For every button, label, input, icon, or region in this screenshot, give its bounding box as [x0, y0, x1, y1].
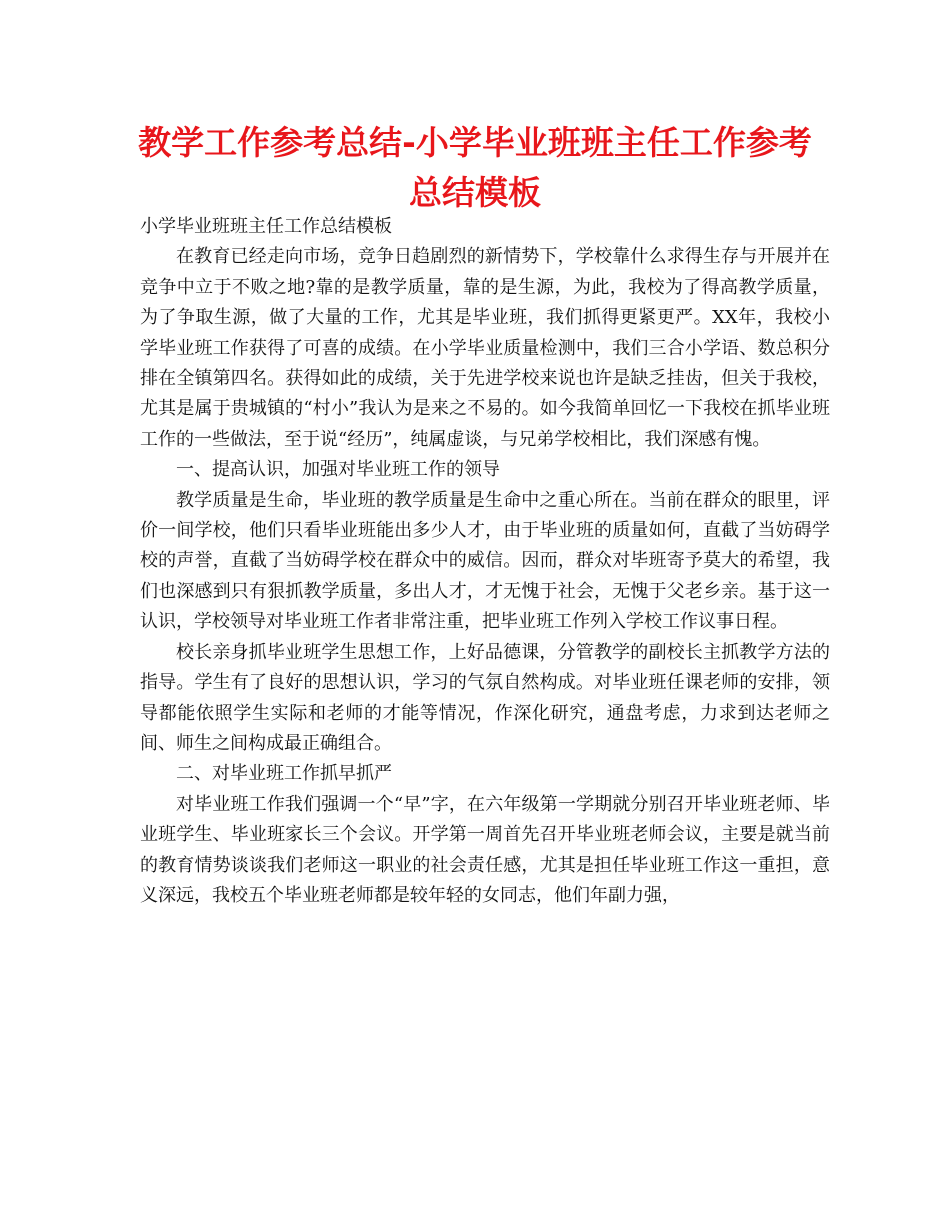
- paragraph: 在教育已经走向市场，竞争日趋剧烈的新情势下，学校靠什么求得生存与开展并在竞争中立于不败之地?靠的是教学质量，靠的是生源，为此，我校为了得高教学质量，为了争取生源，做了大量的工作，尤其是毕业班，我们抓得更紧更严。XX年，我校小学毕业班工作获得了可喜的成绩。在小学毕业质量检测中，我们三合小学语、数总积分排在全镇第四名。获得如此的成绩，关于先进学校来说也许是缺乏挂齿，但关于我校，尤其是属于贵城镇的“村小”我认为是来之不易的。如今我简单回忆一下我校在抓毕业班工作的一些做法，至于说“经历”，纯属虚谈，与兄弟学校相比，我们深感有愧。: [140, 246, 830, 450]
- paragraph: 对毕业班工作我们强调一个“早”字，在六年级第一学期就分别召开毕业班老师、毕业班学生、毕业班家长三个会议。开学第一周首先召开毕业班老师会议，主要是就当前的教育情势谈谈我们老师这一职业的社会责任感，尤其是担任毕业班工作这一重担，意义深远，我校五个毕业班老师都是较年轻的女同志，他们年副力强，: [140, 793, 830, 906]
- document-subtitle: 小学毕业班班主任工作总结模板: [140, 216, 392, 237]
- section-heading: 二、对毕业班工作抓早抓严: [176, 763, 392, 785]
- section-heading: 一、提高认识，加强对毕业班工作的领导: [176, 459, 500, 481]
- paragraph: 教学质量是生命，毕业班的教学质量是生命中之重心所在。当前在群众的眼里，评价一间学校，他们只看毕业班能出多少人才，由于毕业班的质量如何，直截了当妨碍学校的声誉，直截了当妨碍学校在群众中的威信。因而，群众对毕班寄予莫大的希望，我们也深感到只有狠抓教学质量，多出人才，才无愧于社会，无愧于父老乡亲。基于这一认识，学校领导对毕业班工作者非常注重，把毕业班工作列入学校工作议事日程。: [140, 489, 830, 633]
- document-title: 教学工作参考总结-小学毕业班班主任工作参考总结模板: [138, 123, 812, 212]
- document-body: [140, 212, 830, 911]
- paragraph: 校长亲身抓毕业班学生思想工作，上好品德课，分管教学的副校长主抓教学方法的指导。学生有了良好的思想认识，学习的气氛自然构成。对毕业班任课老师的安排，领导都能依照学生实际和老师的才能等情况，作深化研究，通盘考虑，力求到达老师之间、师生之间构成最正确组合。: [140, 641, 830, 754]
